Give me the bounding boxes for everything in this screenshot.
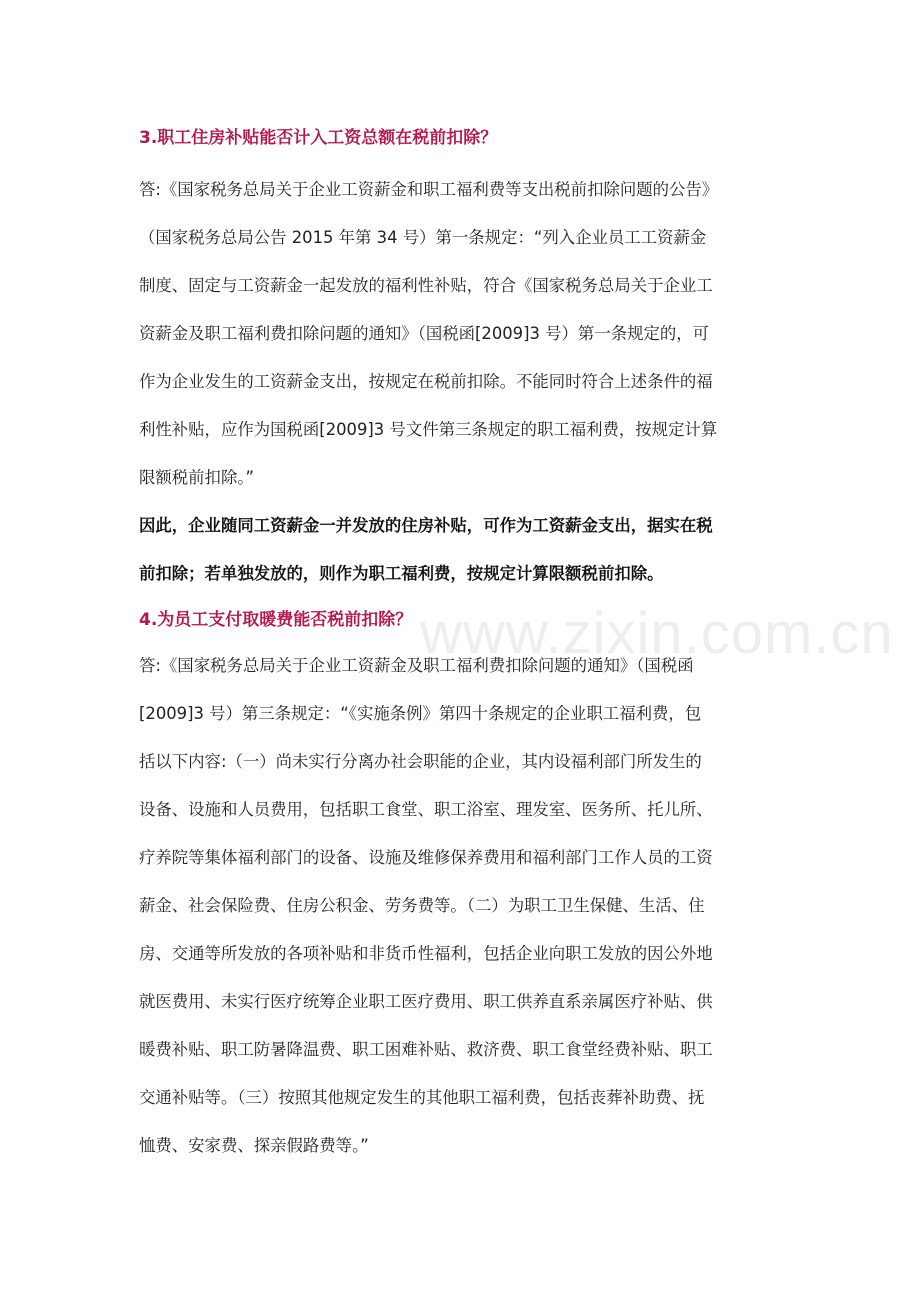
text-line: 作为企业发生的工资薪金支出，按规定在税前扣除。不能同时符合上述条件的福	[139, 372, 713, 391]
text-line: 答:《国家税务总局关于企业工资薪金和职工福利费等支出税前扣除问题的公告》	[139, 180, 719, 199]
text-line: 恤费、安家费、探亲假路费等。”	[139, 1136, 369, 1155]
text-line: 前扣除；若单独发放的，则作为职工福利费，按规定计算限额税前扣除。	[139, 564, 664, 583]
text-line: （国家税务总局公告 2015 年第 34 号）第一条规定：“列入企业员工工资薪金	[139, 228, 707, 247]
text-line: 薪金、社会保险费、住房公积金、劳务费等。（二）为职工卫生保健、生活、住	[139, 896, 705, 915]
section3-conclusion	[139, 502, 795, 598]
text-line: 交通补贴等。（三）按照其他规定发生的其他职工福利费，包括丧葬补助费、抚	[139, 1088, 705, 1107]
text-line: 制度、固定与工资薪金一起发放的福利性补贴，符合《国家税务总局关于企业工	[139, 276, 713, 295]
text-line: 答:《国家税务总局关于企业工资薪金及职工福利费扣除问题的通知》（国税函	[139, 656, 694, 675]
text-line: 疗养院等集体福利部门的设备、设施及维修保养费用和福利部门工作人员的工资	[139, 848, 713, 867]
section4-answer	[139, 642, 795, 1170]
section3-answer	[139, 166, 795, 502]
section4-heading: 4.为员工支付取暖费能否税前扣除？	[139, 610, 413, 630]
text-line: 资薪金及职工福利费扣除问题的通知》（国税函[2009]3 号）第一条规定的，可	[139, 324, 710, 343]
text-line: 暖费补贴、职工防暑降温费、职工困难补贴、救济费、职工食堂经费补贴、职工	[139, 1040, 713, 1059]
document-page	[139, 116, 795, 1170]
text-line: 因此，企业随同工资薪金一并发放的住房补贴，可作为工资薪金支出，据实在税	[139, 516, 713, 535]
text-line: 括以下内容:（一）尚未实行分离办社会职能的企业，其内设福利部门所发生的	[139, 752, 702, 771]
text-line: 限额税前扣除。”	[139, 468, 255, 487]
watermark: www.zixin.com.cn	[420, 601, 894, 666]
text-line: 就医费用、未实行医疗统筹企业职工医疗费用、职工供养直系亲属医疗补贴、供	[139, 992, 713, 1011]
text-line: 利性补贴，应作为国税函[2009]3 号文件第三条规定的职工福利费，按规定计算	[139, 420, 718, 439]
text-line: [2009]3 号）第三条规定：“《实施条例》第四十条规定的企业职工福利费，包	[139, 704, 702, 723]
text-line: 房、交通等所发放的各项补贴和非货币性福利，包括企业向职工发放的因公外地	[139, 944, 713, 963]
section3-heading: 3.职工住房补贴能否计入工资总额在税前扣除？	[139, 128, 498, 148]
text-line: 设备、设施和人员费用，包括职工食堂、职工浴室、理发室、医务所、托儿所、	[139, 800, 713, 819]
